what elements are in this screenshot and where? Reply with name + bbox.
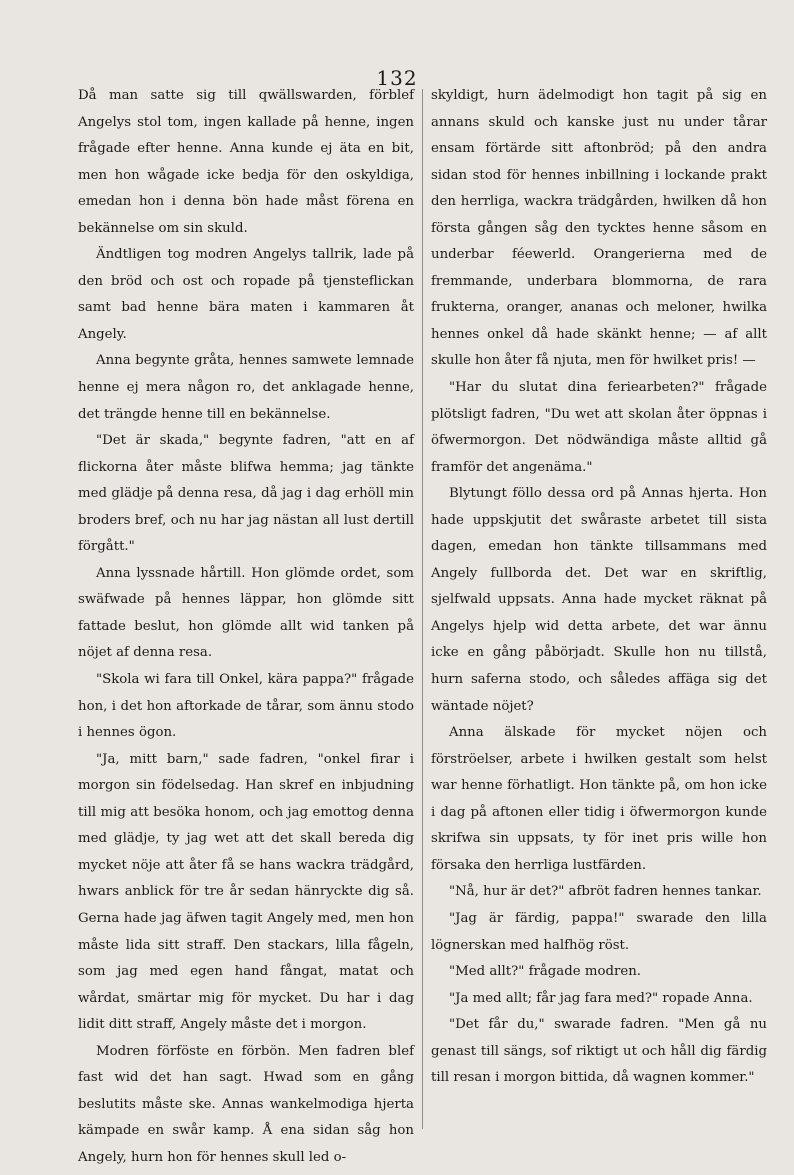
right-column	[423, 83, 767, 1143]
paragraph: "Ja med allt; får jag fara med?" ropade Anna.	[449, 990, 753, 1006]
paragraph: "Ja, mitt barn," sade fadren, "onkel firar i morgon sin födelsedag. Han skref en inbjudning till mig att besöka honom, och jag emottog denna med glädje, ty jag wet att det skall bereda dig mycket nöje att åter få se hans wackra trädgård, hwars anblick för tre år sedan hänryckte dig så. Gerna hade jag äfwen tagit Angely med, men hon måste lida sitt straff. Den stackars, lilla fågeln, som jag med egen hand fångat, matat och wårdat, smärtar mig för mycket. Du har i dag lidit ditt straff, Angely måste det i morgon.	[78, 751, 414, 1033]
paragraph: Modren förföste en förbön. Men fadren blef fast wid det han sagt. Hwad som en gång beslutits måste ske. Annas wankelmodiga hjerta kämpade en swår kamp. Å ena sidan såg hon Angely, hurn hon för hennes skull led o-	[78, 1043, 414, 1165]
paragraph: Anna lyssnade hårtill. Hon glömde ordet, som swäfwade på hennes läppar, hon glömde sitt fattade beslut, hon glömde allt wid tanken på nöjet af denna resa.	[78, 565, 414, 661]
paragraph: "Nå, hur är det?" afbröt fadren hennes tankar.	[449, 884, 762, 900]
paragraph: skyldigt, hurn ädelmodigt hon tagit på sig en annans skuld och kanske just nu under tårar ensam förtärde sitt aftonbröd; på den andra sidan stod för hennes inbillning i lockande prakt den herrliga, wackra trädgården, hwilken då hon första gången såg den tycktes henne såsom en underbar féewerld. Orangerierna med de fremmande, underbara blommorna, de rara frukterna, oranger, ananas och meloner, hwilka hennes onkel då hade skänkt henne; — af allt skulle hon åter få njuta, men för hwilket pris! —	[431, 88, 767, 369]
page-number: 132	[376, 66, 418, 90]
paragraph: "Det får du," swarade fadren. "Men gå nu genast till sängs, sof riktigt ut och håll dig färdig till resan i morgon bittida, då wagnen kommer."	[431, 1017, 767, 1086]
paragraph: "Det är skada," begynte fadren, "att en af flickorna åter måste blifwa hemma; jag tänkte med glädje på denna resa, då jag i dag erhöll min broders bref, och nu har jag nästan all lust dertill förgått."	[78, 433, 414, 555]
paragraph: Anna älskade för mycket nöjen och förströelser, arbete i hwilken gestalt som helst war henne förhatligt. Hon tänkte på, om hon icke i dag på aftonen eller tidig i öfwermorgon kunde skrifwa sin uppsats, ty för inet pris wille hon försaka den herrliga lustfärden.	[431, 725, 767, 873]
paragraph: Anna begynte gråta, hennes samwete lemnade henne ej mera någon ro, det anklagade henne, det trängde henne till en bekännelse.	[78, 353, 414, 422]
paragraph: "Skola wi fara till Onkel, kära pappa?" frågade hon, i det hon aftorkade de tårar, som ännu stodo i hennes ögon.	[78, 672, 414, 741]
paragraph: "Jag är färdig, pappa!" swarade den lilla lögnerskan med halfhög röst.	[431, 910, 767, 953]
paragraph: "Har du slutat dina feriearbeten?" frågade plötsligt fadren, "Du wet att skolan åter öppnas i öfwermorgon. Det nödwändiga måste alltid gå framför det angenäma."	[431, 380, 767, 475]
text-columns	[78, 83, 768, 1165]
paragraph: Ändtligen tog modren Angelys tallrik, lade på den bröd och ost och ropade på tjensteflickan samt bad henne bära maten i kammaren åt Angely.	[78, 247, 414, 342]
paragraph: "Med allt?" frågade modren.	[449, 964, 641, 980]
paragraph: Då man satte sig till qwällswarden, förblef Angelys stol tom, ingen kallade på henne, ingen frågade efter henne. Anna kunde ej äta en bit, men hon wågade icke bedja för den oskyldiga, emedan hon i denna bön hade måst förena en bekännelse om sin skuld.	[78, 88, 414, 236]
left-column	[78, 83, 422, 1165]
paragraph: Blytungt föllo dessa ord på Annas hjerta. Hon hade uppskjutit det swåraste arbetet till sista dagen, emedan hon tänkte tillsammans med Angely fullborda det. Det war en skriftlig, sjelfwald uppsats. Anna hade mycket räknat på Angelys hjelp wid detta arbete, det war ännu icke en gång påbörjadt. Skulle hon nu tillstå, hurn saferna stodo, och således affäga sig det wäntade nöjet?	[431, 486, 767, 714]
